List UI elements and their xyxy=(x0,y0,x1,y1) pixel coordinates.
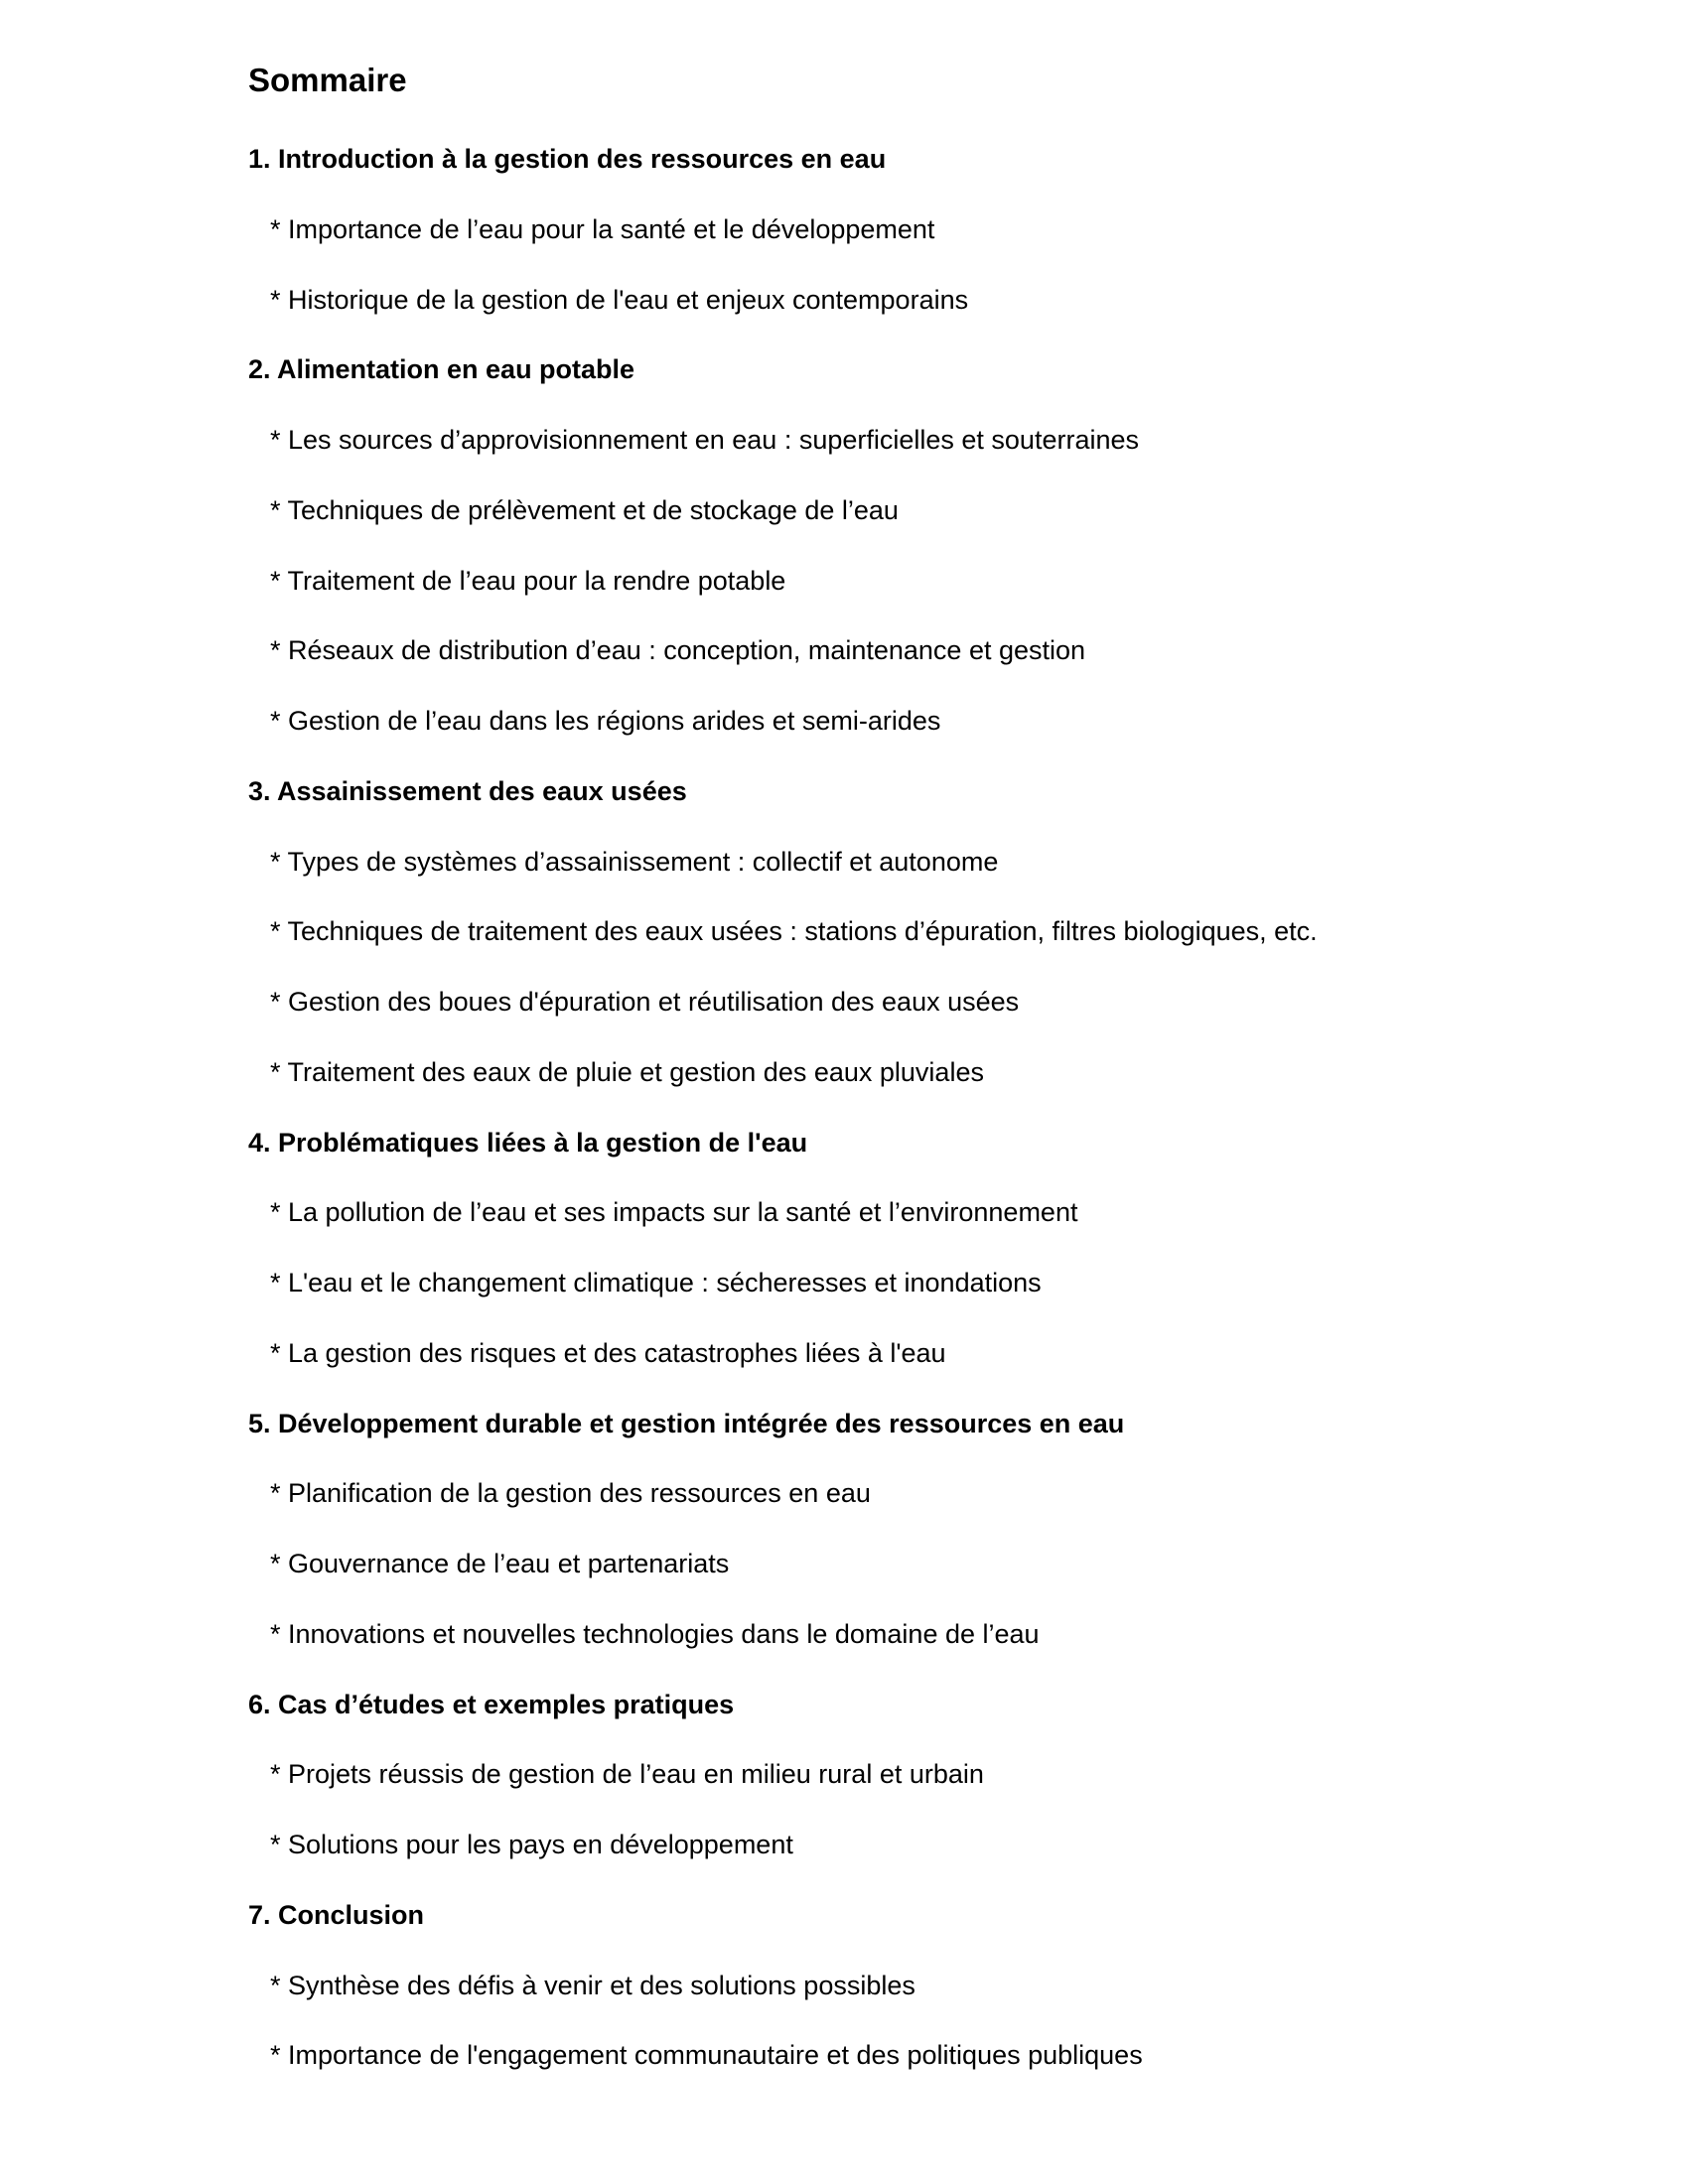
section-heading: 6. Cas d’études et exemples pratiques xyxy=(248,1689,735,1719)
toc-item: * Techniques de prélèvement et de stockage de l’eau xyxy=(270,494,899,525)
toc-item: * La gestion des risques et des catastrophes liées à l'eau xyxy=(270,1337,946,1368)
section-heading: 4. Problématiques liées à la gestion de l'eau xyxy=(248,1127,808,1158)
page-title: Sommaire xyxy=(248,62,407,98)
toc-item: * Historique de la gestion de l'eau et enjeux contemporains xyxy=(270,284,969,315)
toc-item: * Traitement des eaux de pluie et gestion des eaux pluviales xyxy=(270,1056,984,1087)
section-heading: 2. Alimentation en eau potable xyxy=(248,354,635,385)
toc-item: * Importance de l’eau pour la santé et le développement xyxy=(270,213,935,244)
toc-item: * Les sources d’approvisionnement en eau : superficielles et souterraines xyxy=(270,425,1139,455)
toc-item: * Planification de la gestion des ressources en eau xyxy=(270,1478,871,1509)
toc-item: * L'eau et le changement climatique : sécheresses et inondations xyxy=(270,1268,1042,1297)
table-of-contents xyxy=(248,139,1539,2106)
toc-item: * Types de systèmes d’assainissement : collectif et autonome xyxy=(270,846,999,877)
section-heading: 7. Conclusion xyxy=(248,1899,425,1930)
toc-item: * Gestion de l’eau dans les régions arides et semi-arides xyxy=(270,706,941,736)
toc-item: * Projets réussis de gestion de l’eau en milieu rural et urbain xyxy=(270,1759,984,1790)
toc-item: * Techniques de traitement des eaux usées : stations d’épuration, filtres biologiques, etc. xyxy=(270,916,1318,947)
toc-item: * La pollution de l’eau et ses impacts sur la santé et l’environnement xyxy=(270,1197,1078,1228)
toc-item: * Gestion des boues d'épuration et réutilisation des eaux usées xyxy=(270,987,1020,1017)
toc-item: * Gouvernance de l’eau et partenariats xyxy=(270,1549,730,1578)
section-heading: 5. Développement durable et gestion intégrée des ressources en eau xyxy=(248,1408,1125,1438)
section-heading: 3. Assainissement des eaux usées xyxy=(248,775,687,806)
toc-item: * Innovations et nouvelles technologies dans le domaine de l’eau xyxy=(270,1618,1040,1649)
toc-item: * Synthèse des défis à venir et des solutions possibles xyxy=(270,1970,915,2000)
toc-item: * Réseaux de distribution d’eau : conception, maintenance et gestion xyxy=(270,635,1086,666)
section-heading: 1. Introduction à la gestion des ressources en eau xyxy=(248,144,887,174)
toc-item: * Traitement de l’eau pour la rendre potable xyxy=(270,565,786,596)
toc-item: * Solutions pour les pays en développement xyxy=(270,1830,793,1859)
toc-item: * Importance de l'engagement communautaire et des politiques publiques xyxy=(270,2040,1143,2071)
